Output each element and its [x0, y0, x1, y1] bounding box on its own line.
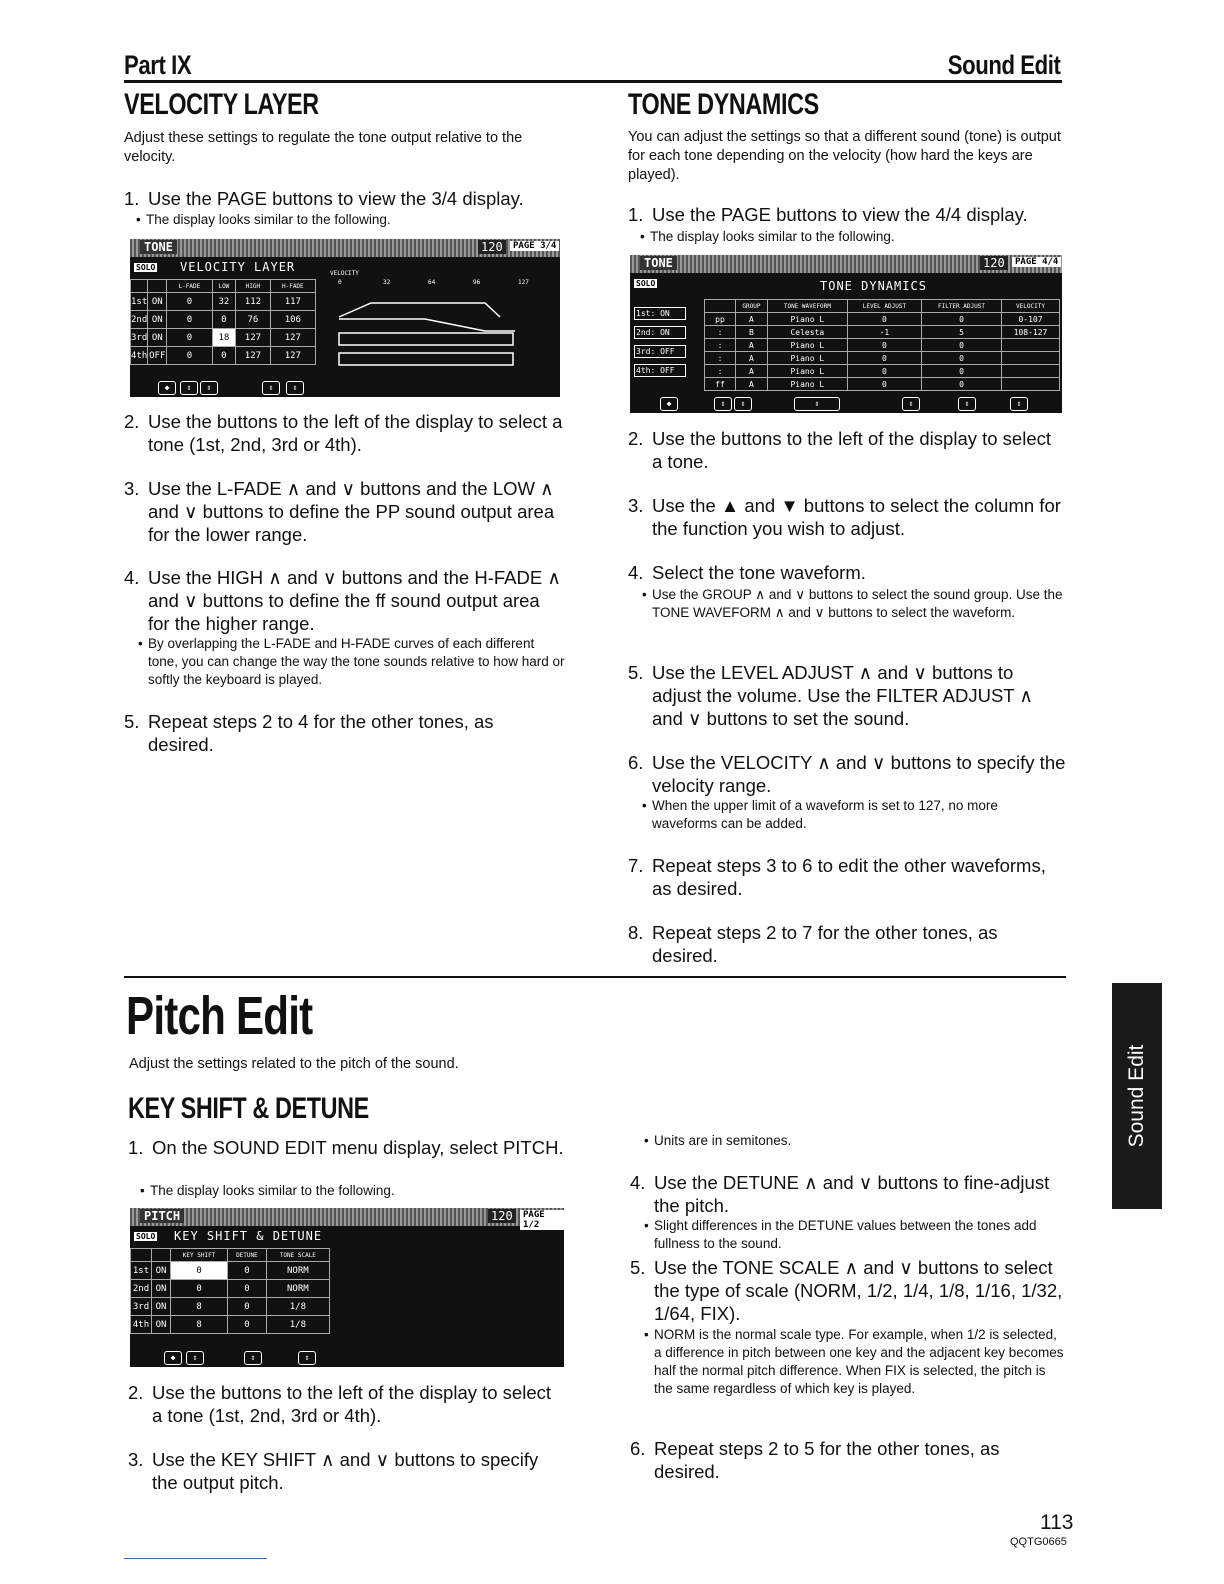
filter-up-down-button[interactable]: ⇕	[958, 397, 976, 411]
high-cell: 76	[236, 311, 270, 329]
state-cell: ON	[148, 311, 167, 329]
pe-step-5: 5. Use the TONE SCALE ∧ and ∨ buttons to select the type of scale (NORM, 1/2, 1/4, 1/8, 1/16, 1/32, 1/64, FIX).	[630, 1257, 1063, 1324]
tone-button[interactable]: 2nd	[131, 1280, 152, 1298]
detune-cell: 0	[228, 1316, 267, 1334]
td-step-6: 6. Use the VELOCITY ∧ and ∨ buttons to specify the velocity range.	[628, 752, 1066, 796]
level-cell: 0	[847, 313, 921, 326]
curve-3rd	[339, 333, 513, 345]
solo-button[interactable]: SOLO	[136, 1232, 156, 1241]
curve-1st	[339, 303, 500, 317]
table-row[interactable]	[131, 293, 316, 311]
col-key-shift: KEY SHIFT	[171, 1249, 228, 1262]
vel-cell: 108-127	[1002, 326, 1060, 339]
pe-step-1: 1. On the SOUND EDIT menu display, select PITCH.	[128, 1137, 564, 1158]
pe-step-2: 2. Use the buttons to the left of the display to select a tone (1st, 2nd, 3rd or 4th).	[128, 1382, 552, 1426]
key-shift-cell-selected[interactable]: 0	[171, 1262, 228, 1280]
td-step-1-note: • The display looks similar to the following.	[640, 229, 895, 244]
screen-title: TONE DYNAMICS	[820, 279, 927, 293]
hfade-cell: 117	[270, 293, 315, 311]
dyn-cell: ff	[705, 378, 736, 391]
tempo-display: 120	[478, 240, 506, 254]
dyn-cell: :	[705, 339, 736, 352]
velocity-layer-title: VELOCITY LAYER	[124, 88, 319, 121]
side-tab-label: Sound Edit	[1125, 1044, 1148, 1148]
velocity-axis-label: VELOCITY	[330, 270, 359, 277]
section-label: Sound Edit	[947, 50, 1060, 80]
filter-cell: 0	[921, 365, 1001, 378]
section-side-tab	[1112, 983, 1162, 1209]
col-velocity: VELOCITY	[1002, 300, 1060, 313]
tone-dynamics-intro: You can adjust the settings so that a different sound (tone) is output for each tone depending on the velocity (how hard the keys are played).	[628, 129, 1061, 183]
hfade-cell: 127	[270, 347, 315, 365]
lfade-cell: 0	[167, 293, 212, 311]
key-shift-up-down-button[interactable]: ⇕	[186, 1351, 204, 1365]
key-shift-cell: 0	[171, 1280, 228, 1298]
tone-button[interactable]: 1st	[131, 1262, 152, 1280]
table-header	[131, 280, 316, 293]
filter-cell: 0	[921, 313, 1001, 326]
wave-cell: Piano L	[767, 378, 847, 391]
part-label: Part IX	[124, 50, 192, 80]
tone-button[interactable]: 2nd	[131, 311, 148, 329]
col-lfade: L-FADE	[167, 280, 212, 293]
mode-label: PITCH	[140, 1209, 184, 1223]
col-level-adjust: LEVEL ADJUST	[847, 300, 921, 313]
axis-tick: 0	[338, 279, 342, 286]
td-step-4-note: • Use the GROUP ∧ and ∨ buttons to select the sound group. Use the TONE WAVEFORM ∧ and ∨ buttons to select the waveform.	[642, 587, 1063, 620]
scale-cell: 1/8	[266, 1316, 329, 1334]
tone-dynamics-table	[704, 299, 1060, 391]
pe-units-note: • Units are in semitones.	[644, 1133, 792, 1148]
table-row[interactable]	[131, 1316, 330, 1334]
mode-label: TONE	[140, 240, 177, 254]
pitch-edit-title: Pitch Edit	[126, 986, 313, 1046]
td-step-6-note: • When the upper limit of a waveform is set to 127, no more waveforms can be added.	[642, 798, 998, 831]
td-step-5: 5. Use the LEVEL ADJUST ∧ and ∨ buttons to adjust the volume. Use the FILTER ADJUST ∧ and ∨ buttons to set the sound.	[628, 662, 1033, 729]
page-indicator: PAGE 1/2	[520, 1210, 564, 1230]
table-header	[705, 300, 1060, 313]
low-up-down-button[interactable]: ⇕	[200, 381, 218, 395]
lfade-cell: 0	[167, 329, 212, 347]
vl-step-5: 5. Repeat steps 2 to 4 for the other tones, as desired.	[124, 711, 494, 755]
velocity-layer-intro: Adjust these settings to regulate the tone output relative to the velocity.	[124, 130, 523, 165]
tone-button[interactable]: 3rd	[131, 329, 148, 347]
on-off-button[interactable]: ◆	[158, 381, 176, 395]
table-row[interactable]	[131, 311, 316, 329]
pe-step-5-note: • NORM is the normal scale type. For example, when 1/2 is selected, a difference in pitch between one key and the adjacent key becomes half the normal pitch difference. When FIX is selected, the pitch is the same regardless of which key is played.	[644, 1327, 1064, 1396]
level-cell: 0	[847, 352, 921, 365]
vl-step-4: 4. Use the HIGH ∧ and ∨ buttons and the H-FADE ∧ and ∨ buttons to define the ff sound output area for the higher range.	[124, 567, 561, 634]
curve-2nd	[339, 319, 515, 331]
tempo-display: 120	[488, 1209, 516, 1223]
waveform-up-down-button[interactable]: ⇕	[794, 397, 840, 411]
dyn-cell: :	[705, 326, 736, 339]
table-row[interactable]	[705, 378, 1060, 391]
filter-cell: 0	[921, 378, 1001, 391]
wave-cell: Celesta	[767, 326, 847, 339]
section-rule	[124, 976, 1066, 978]
table-row[interactable]	[131, 1280, 330, 1298]
td-step-4: 4. Select the tone waveform.	[628, 562, 866, 583]
axis-tick: 96	[473, 279, 481, 286]
col-tone-scale: TONE SCALE	[266, 1249, 329, 1262]
tone-1st-button[interactable]: 1st: ON	[634, 307, 686, 320]
table-row[interactable]	[131, 347, 316, 365]
tone-dynamics-screen	[630, 255, 1062, 413]
high-cell: 127	[236, 329, 270, 347]
key-shift-cell: 8	[171, 1298, 228, 1316]
pitch-screen	[130, 1208, 564, 1367]
velocity-layer-screen	[130, 239, 560, 397]
axis-tick: 127	[518, 279, 529, 286]
hfade-cell: 127	[270, 329, 315, 347]
group-up-down-button[interactable]: ⇕	[714, 397, 732, 411]
group-cell: B	[736, 326, 768, 339]
pe-step-3: 3. Use the KEY SHIFT ∧ and ∨ buttons to specify the output pitch.	[128, 1449, 539, 1493]
hfade-cell: 106	[270, 311, 315, 329]
pe-step-4-note: • Slight differences in the DETUNE values between the tones add fullness to the sound.	[644, 1218, 1037, 1251]
axis-tick: 32	[383, 279, 391, 286]
state-cell: OFF	[148, 347, 167, 365]
table-row[interactable]	[705, 339, 1060, 352]
wave-cell: Piano L	[767, 365, 847, 378]
td-step-1: 1. Use the PAGE buttons to view the 4/4 display.	[628, 204, 1028, 225]
level-cell: 0	[847, 365, 921, 378]
state-cell: ON	[152, 1280, 171, 1298]
vel-cell	[1002, 378, 1060, 391]
tone-button[interactable]: 1st	[131, 293, 148, 311]
detune-cell: 0	[228, 1298, 267, 1316]
low-cell-selected[interactable]: 18	[212, 329, 236, 347]
tone-button[interactable]: 3rd	[131, 1298, 152, 1316]
group-cell: A	[736, 313, 768, 326]
vl-step-2: 2. Use the buttons to the left of the display to select a tone (1st, 2nd, 3rd or 4th).	[124, 411, 563, 455]
screen-title: KEY SHIFT & DETUNE	[174, 1229, 323, 1243]
level-up-down-button[interactable]: ⇕	[902, 397, 920, 411]
on-off-button[interactable]: ◆	[660, 397, 678, 411]
high-cell: 127	[236, 347, 270, 365]
state-cell: ON	[148, 329, 167, 347]
key-shift-cell: 8	[171, 1316, 228, 1334]
filter-cell: 0	[921, 339, 1001, 352]
tone-scale-up-down-button[interactable]: ⇕	[298, 1351, 316, 1365]
detune-cell: 0	[228, 1280, 267, 1298]
col-low: LOW	[212, 280, 236, 293]
document-code: QQTG0665	[1010, 1536, 1067, 1548]
col-tone-waveform: TONE WAVEFORM	[767, 300, 847, 313]
table-row[interactable]	[131, 1262, 330, 1280]
state-cell: ON	[152, 1316, 171, 1334]
td-step-3: 3. Use the ▲ and ▼ buttons to select the column for the function you wish to adjust.	[628, 495, 1061, 539]
low-cell: 32	[212, 293, 236, 311]
col-detune: DETUNE	[228, 1249, 267, 1262]
group-cell: A	[736, 365, 768, 378]
solo-button[interactable]: SOLO	[136, 263, 156, 272]
level-cell: 0	[847, 339, 921, 352]
tone-dynamics-title: TONE DYNAMICS	[628, 88, 819, 121]
scale-cell: 1/8	[266, 1298, 329, 1316]
wave-cell: Piano L	[767, 352, 847, 365]
filter-cell: 0	[921, 352, 1001, 365]
td-step-8: 8. Repeat steps 2 to 7 for the other tones, as desired.	[628, 922, 998, 966]
on-off-button[interactable]: ◆	[164, 1351, 182, 1365]
velocity-curves	[335, 291, 520, 377]
footer-link-line	[124, 1558, 267, 1559]
col-high: HIGH	[236, 280, 270, 293]
vel-cell	[1002, 352, 1060, 365]
table-header	[131, 1249, 330, 1262]
header-rule	[124, 80, 1062, 83]
dyn-cell: pp	[705, 313, 736, 326]
table-row[interactable]	[705, 313, 1060, 326]
dyn-cell: :	[705, 365, 736, 378]
td-step-7: 7. Repeat steps 3 to 6 to edit the other waveforms, as desired.	[628, 855, 1046, 899]
table-row[interactable]	[131, 1298, 330, 1316]
tone-button[interactable]: 4th	[131, 1316, 152, 1334]
vl-step-1-note: • The display looks similar to the following.	[136, 212, 391, 227]
velocity-up-down-button[interactable]: ⇕	[1010, 397, 1028, 411]
vel-cell	[1002, 365, 1060, 378]
col-hfade: H-FADE	[270, 280, 315, 293]
low-cell: 0	[212, 311, 236, 329]
low-cell: 0	[212, 347, 236, 365]
key-shift-detune-title: KEY SHIFT & DETUNE	[128, 1092, 369, 1125]
pitch-table	[130, 1248, 330, 1334]
col-group: GROUP	[736, 300, 768, 313]
velocity-table	[130, 279, 316, 365]
axis-tick: 64	[428, 279, 436, 286]
solo-button[interactable]: SOLO	[636, 279, 656, 288]
hfade-up-down-button[interactable]: ⇕	[286, 381, 304, 395]
table-row[interactable]	[705, 352, 1060, 365]
detune-up-down-button[interactable]: ⇕	[244, 1351, 262, 1365]
page-indicator: PAGE 3/4	[510, 241, 559, 251]
wave-cell: Piano L	[767, 339, 847, 352]
tone-2nd-button[interactable]: 2nd: ON	[634, 326, 686, 339]
td-step-2: 2. Use the buttons to the left of the display to select a tone.	[628, 428, 1052, 472]
tone-selector-list	[634, 307, 686, 377]
group-cell: A	[736, 339, 768, 352]
state-cell: ON	[148, 293, 167, 311]
screen-title: VELOCITY LAYER	[180, 260, 296, 274]
row-up-down-button[interactable]: ⇕	[734, 397, 752, 411]
scale-cell: NORM	[266, 1280, 329, 1298]
lfade-cell: 0	[167, 311, 212, 329]
pe-step-6: 6. Repeat steps 2 to 5 for the other tones, as desired.	[630, 1438, 1000, 1482]
pitch-edit-intro: Adjust the settings related to the pitch of the sound.	[129, 1056, 459, 1072]
page-indicator: PAGE 4/4	[1012, 257, 1061, 267]
vl-step-4-note: • By overlapping the L-FADE and H-FADE curves of each different tone, you can change the way the tone sounds relative to how hard or softly the keyboard is played.	[138, 636, 565, 687]
pe-step-1-note: • The display looks similar to the following.	[140, 1183, 395, 1198]
table-row[interactable]	[131, 329, 316, 347]
state-cell: ON	[152, 1262, 171, 1280]
filter-cell: 5	[921, 326, 1001, 339]
detune-cell: 0	[228, 1262, 267, 1280]
high-up-down-button[interactable]: ⇕	[262, 381, 280, 395]
curve-4th	[339, 353, 513, 365]
vl-step-3: 3. Use the L-FADE ∧ and ∨ buttons and the LOW ∧ and ∨ buttons to define the PP sound output area for the lower range.	[124, 478, 555, 545]
col-filter-adjust: FILTER ADJUST	[921, 300, 1001, 313]
tempo-display: 120	[980, 256, 1008, 270]
pe-step-4: 4. Use the DETUNE ∧ and ∨ buttons to fine-adjust the pitch.	[630, 1172, 1050, 1216]
state-cell: ON	[152, 1298, 171, 1316]
vel-cell	[1002, 339, 1060, 352]
scale-cell: NORM	[266, 1262, 329, 1280]
table-row[interactable]	[705, 365, 1060, 378]
page-number: 113	[1040, 1511, 1074, 1534]
dyn-cell: :	[705, 352, 736, 365]
table-row[interactable]	[705, 326, 1060, 339]
group-cell: A	[736, 378, 768, 391]
level-cell: 0	[847, 378, 921, 391]
vel-cell: 0-107	[1002, 313, 1060, 326]
group-cell: A	[736, 352, 768, 365]
high-cell: 112	[236, 293, 270, 311]
lfade-cell: 0	[167, 347, 212, 365]
level-cell: -1	[847, 326, 921, 339]
lfade-up-down-button[interactable]: ⇕	[180, 381, 198, 395]
tone-button[interactable]: 4th	[131, 347, 148, 365]
vl-step-1: 1. Use the PAGE buttons to view the 3/4 display.	[124, 188, 524, 209]
mode-label: TONE	[640, 256, 677, 270]
tone-4th-button[interactable]: 4th: OFF	[634, 364, 686, 377]
tone-3rd-button[interactable]: 3rd: OFF	[634, 345, 686, 358]
wave-cell: Piano L	[767, 313, 847, 326]
